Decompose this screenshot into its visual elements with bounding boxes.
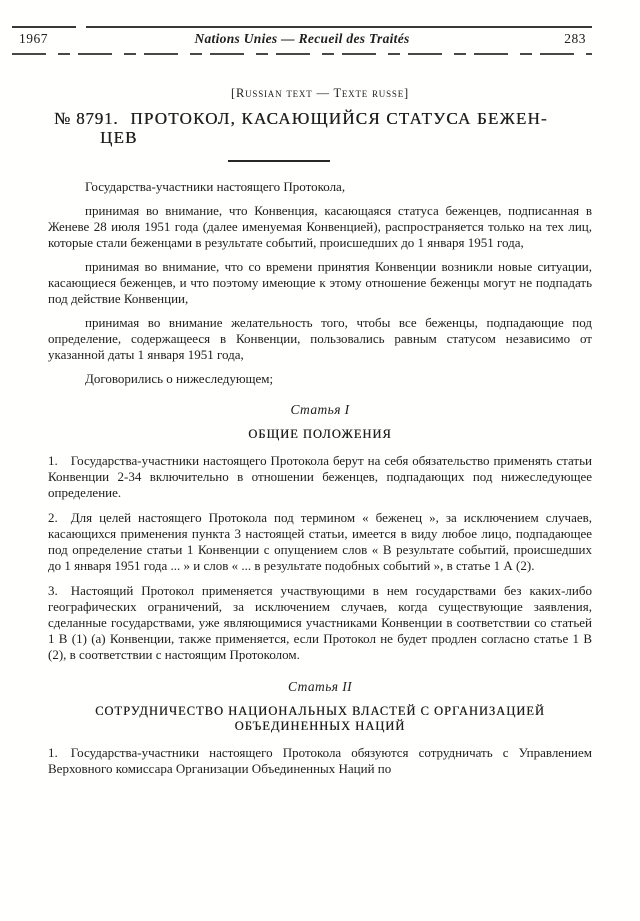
article-1-heading: ОБЩИЕ ПОЛОЖЕНИЯ [248, 427, 392, 441]
header-journal-title: Nations Unies — Recueil des Traités [194, 31, 410, 46]
preamble-paragraph-considering-1: принимая во внимание, что Конвенция, касающаяся статуса беженцев, подписанная в Женеве 28 июля 1951 года (далее именуемая Конвенцией), распространяется только на тех лиц, которые стали беженцами в результате событий, происшедших до 1 января 1951 года, [48, 203, 592, 250]
title-text-line1: ПРОТОКОЛ, КАСАЮЩИЙСЯ СТАТУСА БЕЖЕН- [130, 109, 548, 128]
preamble-paragraph-agreed: Договорились о нижеследующем; [85, 371, 274, 386]
article-2-item-1-text: Государства-участники настоящего Протокола обязуются сотрудничать с Управлением Верховного комиссара Организации Объединенных Наций по [48, 745, 592, 776]
header-row [12, 31, 592, 50]
document-number: № 8791. [54, 109, 119, 128]
preamble-paragraph-considering-2: принимая во внимание, что со времени принятия Конвенции возникли новые ситуации, касающиеся беженцев, и что поэтому имеющие к этому отношение беженцы могут не подпадать под действие Конвенции, [48, 259, 592, 306]
header-bottom-rule [12, 53, 592, 55]
header-year: 1967 [19, 31, 48, 46]
header-page-number: 283 [564, 31, 586, 46]
article-2-item-1 [48, 745, 592, 777]
article-1-label: Статья I [290, 402, 350, 417]
article-2-label: Статья II [288, 679, 352, 694]
article-1-item-2-text: Для целей настоящего Протокола под термином « беженец », за исключением случаев, касающихся применения пункта 3 настоящей статьи, имеется в виду любое лицо, подпадающее под определение статьи 1 Конвенции с опущением слов « В результате событий, происшедших до 1 января 1951 года ... » и слов « ... в результате подобных событий », в статье 1 А (2). [48, 510, 592, 573]
article-2-heading-line1: СОТРУДНИЧЕСТВО НАЦИОНАЛЬНЫХ ВЛАСТЕЙ С ОРГАНИЗАЦИЕЙ [95, 704, 545, 718]
article-1-item-3 [48, 583, 592, 663]
article-2-block [48, 679, 592, 777]
article-1-item-1 [48, 453, 592, 501]
article-1-item-2-number: 2. [48, 510, 58, 525]
title-text-line2: ЦЕВ [100, 128, 138, 147]
header-top-rule [12, 26, 592, 28]
article-2-item-1-number: 1. [48, 745, 58, 760]
running-header [12, 26, 592, 55]
article-1-item-1-text: Государства-участники настоящего Протокола берут на себя обязательство применять статьи Конвенции 2-34 включительно в отношении беженцев, подпадающих под нижеследующее определение. [48, 453, 592, 500]
article-2-heading-line2: ОБЪЕДИНЕННЫХ НАЦИЙ [234, 719, 406, 733]
article-1-item-3-text: Настоящий Протокол применяется участвующими в нем государствами без каких-либо географических ограничений, за исключением случаев, когда существующие заявления, сделанные государствами, уже являющимися участниками Конвенции в соответствии со статьей 1 В (1) (а) Конвенции, также применяется, если Протокол не будет продлен согласно статье 1 В (2), в соответствии с настоящим Протоколом. [48, 583, 592, 662]
document-title [54, 109, 596, 147]
article-1-item-3-number: 3. [48, 583, 58, 598]
article-1-item-2 [48, 510, 592, 574]
preamble-paragraph-parties: Государства-участники настоящего Протокола, [85, 179, 346, 194]
language-note: [Russian text — Texte russe] [231, 86, 409, 100]
title-divider-rule [228, 160, 330, 162]
article-1-item-1-number: 1. [48, 453, 58, 468]
document-body [48, 179, 592, 777]
preamble-paragraph-considering-3: принимая во внимание желательность того, чтобы все беженцы, подпадающие под определение, содержащееся в Конвенции, пользовались равным статусом независимо от указанной даты 1 января 1951 года, [48, 315, 592, 362]
document-title-line1 [54, 109, 596, 128]
article-2-heading [48, 704, 592, 734]
